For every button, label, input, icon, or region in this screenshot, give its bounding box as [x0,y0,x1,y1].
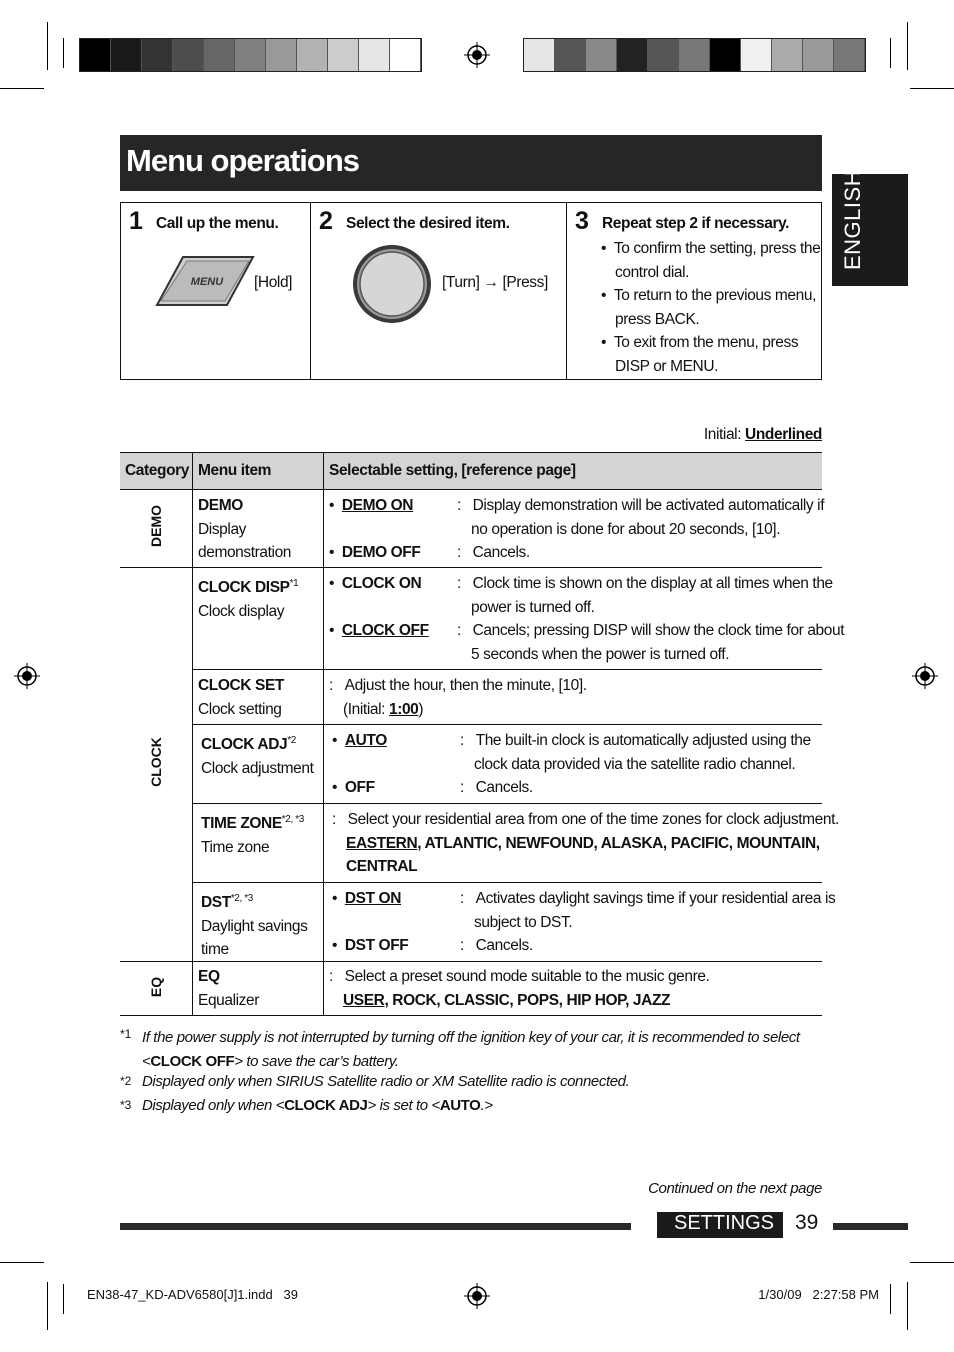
control-dial-icon [351,243,433,325]
language-label: ENGLISH [840,169,865,270]
crop-mark [47,1282,48,1330]
list-item: • To exit from the menu, press [601,334,799,351]
footnote-mark: *1 [120,1027,132,1041]
step-3-bullets: • To confirm the setting, press the control dial. • To return to the previous menu, press BACK. • To exit from the menu, press DISP or MENU. [601,237,820,378]
crop-mark [0,88,44,89]
step-heading: Select the desired item. [346,215,510,232]
step-heading: Repeat step 2 if necessary. [602,215,790,232]
table-row-clock-set-setting: : Adjust the hour, then the minute, [10]. (Initial: 1:00) [329,677,587,718]
crop-mark [47,22,48,70]
table-row-clock-disp-setting: • CLOCK ON • CLOCK OFF [329,575,429,639]
registration-mark-icon [464,1283,490,1309]
slug-file: EN38-47_KD-ADV6580[J]1.indd 39 [87,1287,299,1302]
footnote-2: Displayed only when SIRIUS Satellite radio or XM Satellite radio is connected. [142,1073,630,1090]
section-label: SETTINGS [674,1212,775,1234]
crop-mark [910,1262,954,1263]
header-setting: Selectable setting, [reference page] [329,462,576,479]
footnote-1: If the power supply is not interrupted by turning off the ignition key of your car, it is recommended to select <CLOCK OFF> to save the car’s battery. [142,1029,800,1070]
crop-mark [890,1284,891,1314]
step-number: 2 [319,207,333,235]
table-row-eq-item: EQ Equalizer [198,968,260,1009]
crop-mark [0,1262,44,1263]
color-bar-right [523,38,866,72]
footnote-mark: *2 [120,1074,132,1088]
registration-mark-icon [14,663,40,689]
registration-mark-icon [912,663,938,689]
crop-mark [63,1284,64,1314]
footer-rule [833,1223,908,1230]
steps-box [120,202,822,380]
footnote-3: Displayed only when <CLOCK ADJ> is set to <AUTO.> [142,1097,493,1114]
list-item: • To confirm the setting, press the [601,240,821,257]
table-row-demo-setting: • DEMO ON • DEMO OFF [329,497,421,561]
slug-date: 1/30/09 2:27:58 PM [758,1287,879,1302]
title-band [120,135,822,191]
step-heading: Call up the menu. [156,215,279,232]
page-title: Menu operations [126,143,360,178]
table-row-clock-disp-item: CLOCK DISP$^{*1}$ Clock display [198,578,299,620]
category-eq: EQ [148,976,164,998]
color-bar-left [79,38,422,72]
category-demo: DEMO [148,505,164,547]
crop-mark [910,88,954,89]
table-row-clock-adj-setting: • AUTO • OFF [332,732,387,796]
header-menu-item: Menu item [198,462,272,479]
crop-mark [907,1282,908,1330]
table-row-demo-item: DEMO Display demonstration [198,497,292,561]
registration-mark-icon [464,42,490,68]
menu-button-label: MENU [190,276,224,288]
arrow-right-icon: → [483,274,499,291]
table-row-dst-setting: • DST ON • DST OFF [332,890,409,954]
section-tab [657,1212,783,1238]
table-row-dst-item: $DST^{*2, *3}$ Daylight savings time [201,893,308,959]
crop-mark [907,22,908,70]
crop-mark [63,38,64,68]
hold-label: [Hold] [254,274,293,291]
table-row-eq-setting: : Select a preset sound mode suitable to the music genre. USER, ROCK, CLASSIC, POPS, HIP HOP, JAZZ [329,968,710,1009]
turn-press-label [442,274,548,292]
initial-note: Initial: Underlined [703,426,822,443]
menu-button-icon [155,255,255,307]
crop-mark [890,38,891,68]
step-3 [567,203,822,379]
header-category: Category [125,462,189,479]
table-row-time-zone-item: TIME $ZONE^{*2, *3}$ Time zone [201,814,304,856]
footnote-mark: *3 [120,1098,132,1112]
step-1 [121,203,310,379]
table-row-time-zone-setting: : Select your residential area from one of the time zones for clock adjustment. EASTERN, ATLANTIC, NEWFOUND, ALASKA, PACIFIC, MOUNTAIN, CENTRAL [332,811,839,875]
table-row-clock-set-item: CLOCK SET Clock setting [198,677,284,718]
page-number: 39 [795,1211,819,1234]
press-label: [Press] [502,274,548,291]
list-item: • To return to the previous menu, [601,287,816,304]
table-row-clock-adj-item: CLOCK ADJ$^{*2}$ Clock adjustment [201,735,314,777]
step-number: 1 [129,207,143,235]
step-2 [311,203,566,379]
continued-note: Continued on the next page [648,1180,822,1197]
language-tab [832,169,908,286]
turn-label: [Turn] [442,274,480,291]
initial-value: Underlined [745,426,822,443]
category-clock: CLOCK [148,737,164,787]
footer-rule [120,1223,631,1230]
step-number: 3 [575,207,589,235]
